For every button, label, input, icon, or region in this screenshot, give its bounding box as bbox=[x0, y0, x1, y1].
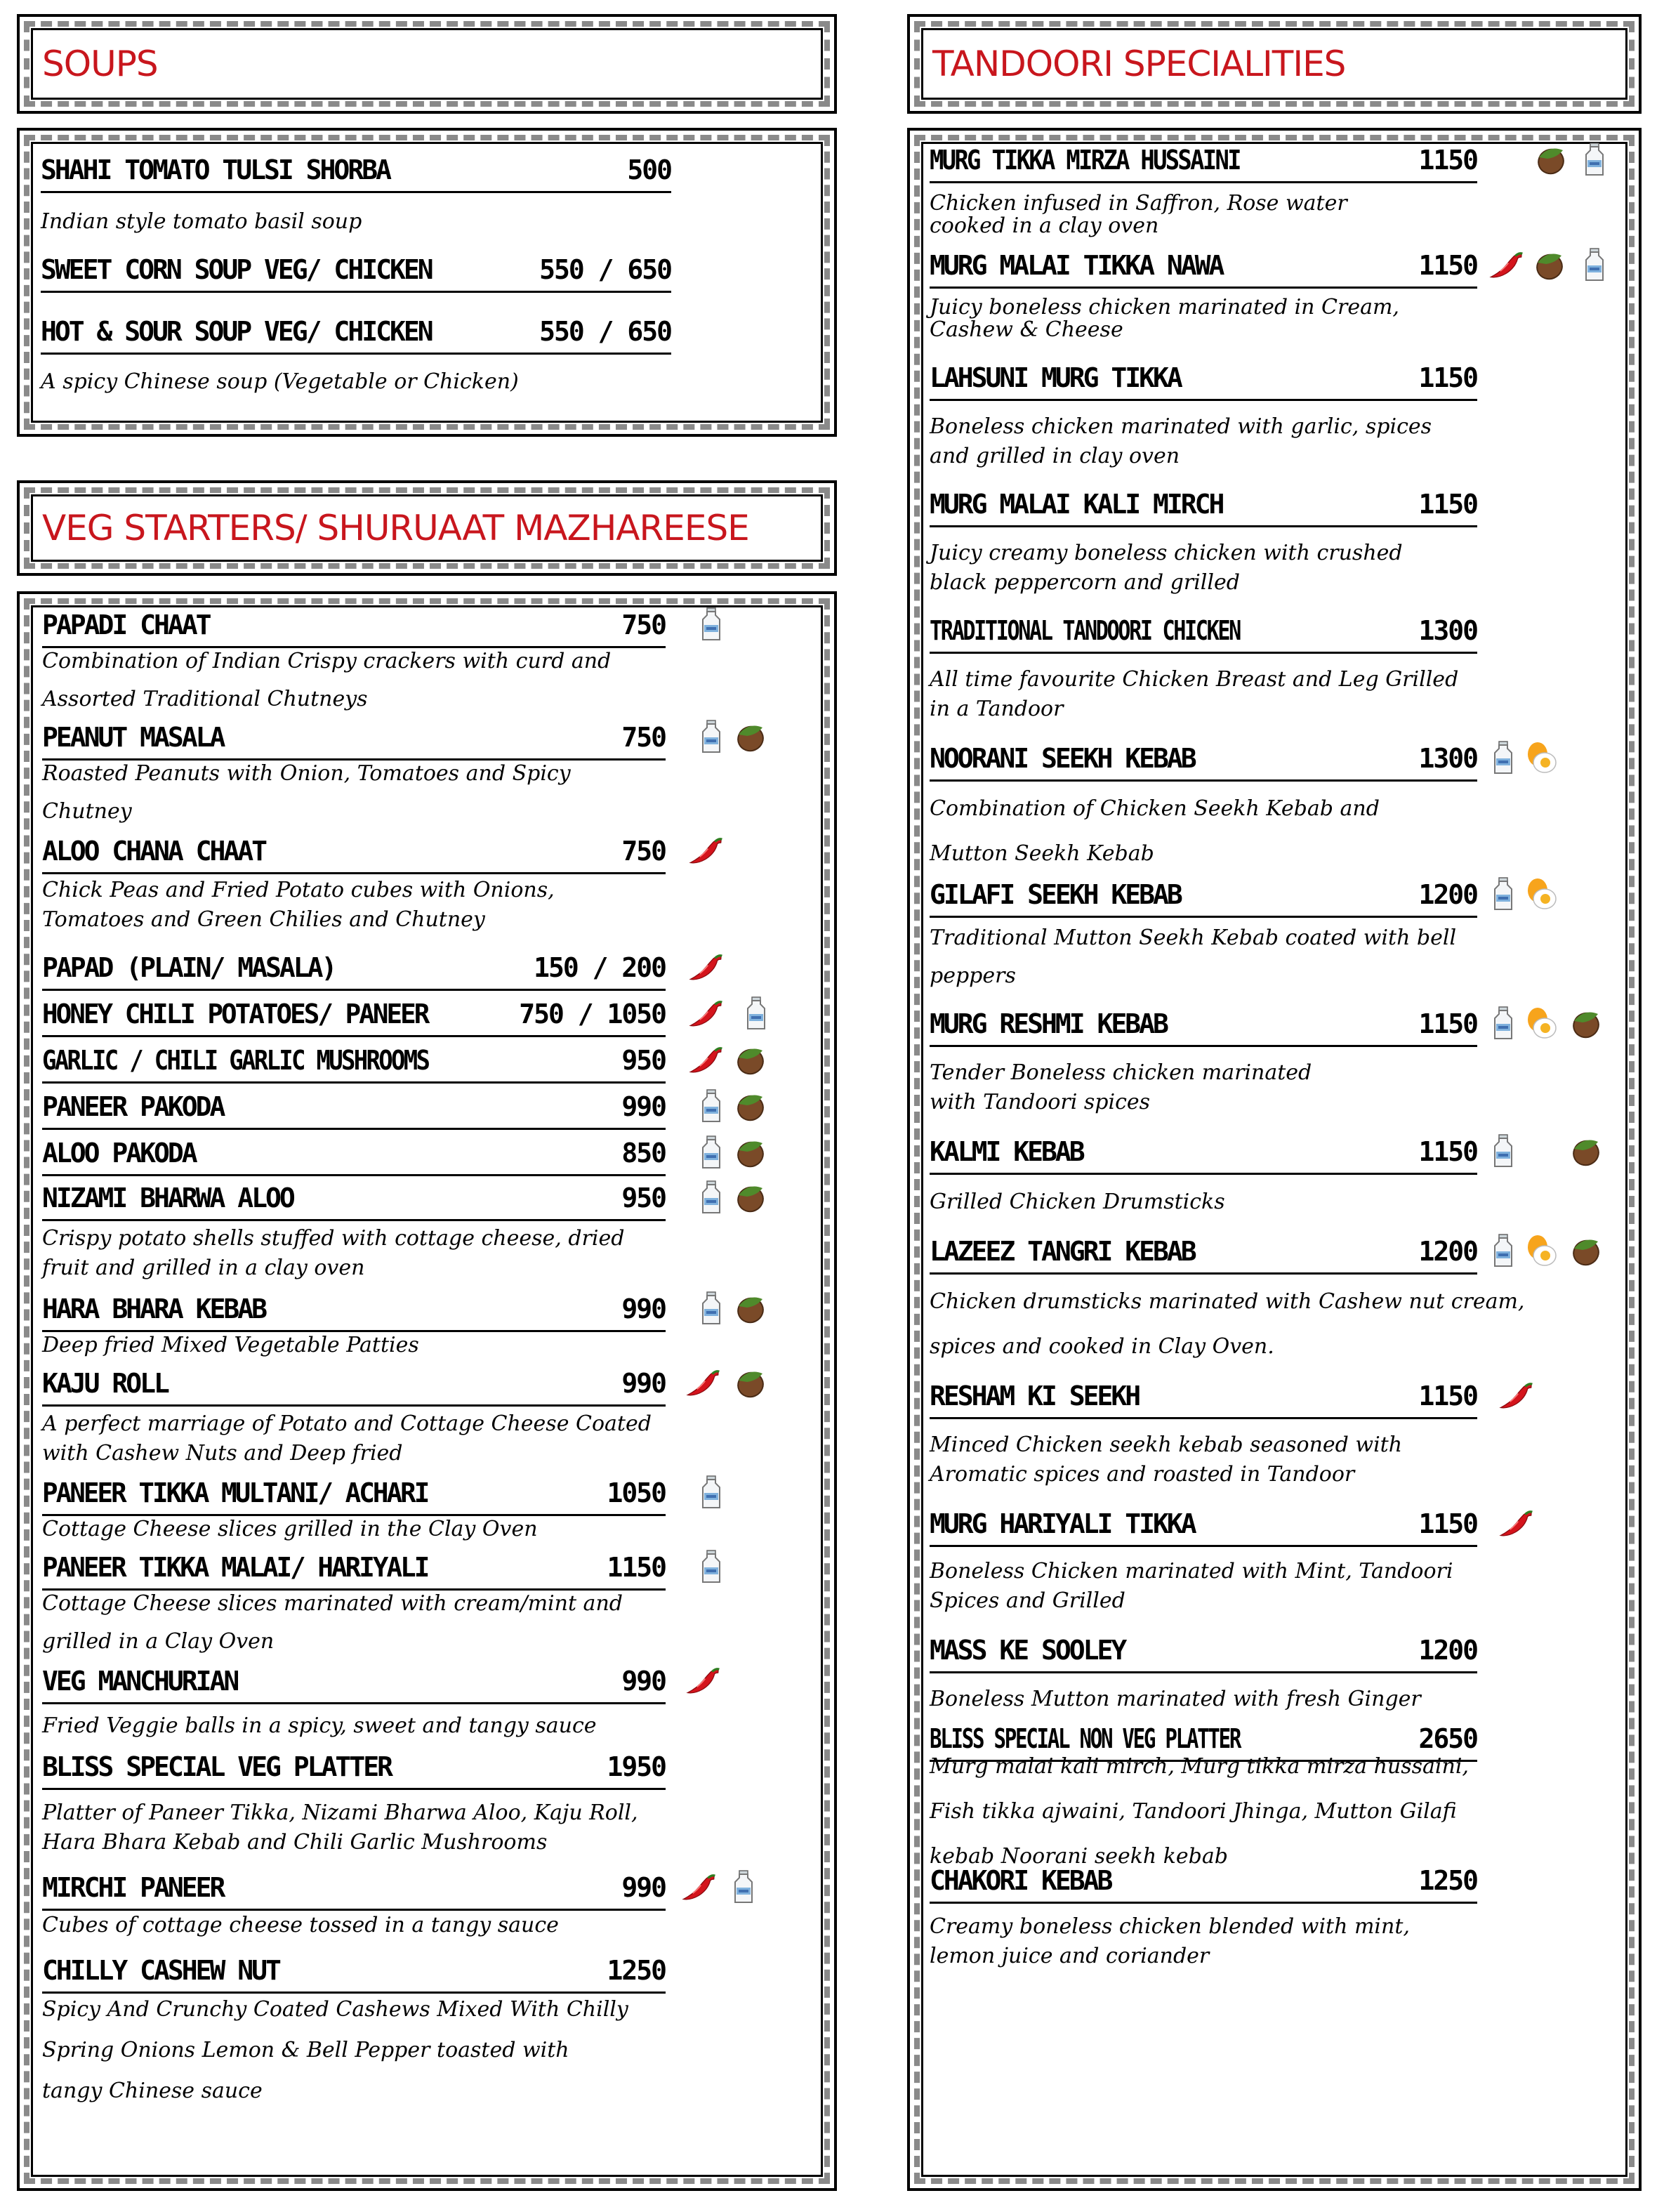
item-description: Chicken drumsticks marinated with Cashew nut cream, bbox=[930, 1289, 1525, 1314]
item-price: 150 / 200 bbox=[534, 952, 666, 983]
item-price: 2650 bbox=[1418, 1723, 1477, 1754]
milk-icon bbox=[694, 1088, 729, 1124]
item-description: Tomatoes and Green Chilies and Chutney bbox=[42, 907, 485, 932]
item-description: Boneless Chicken marinated with Mint, Tandoori bbox=[930, 1559, 1453, 1584]
item-description: Indian style tomato basil soup bbox=[41, 209, 362, 234]
chili-icon bbox=[688, 949, 723, 985]
underline bbox=[41, 291, 671, 293]
item-price: 1150 bbox=[1418, 1136, 1477, 1167]
item-name: NIZAMI BHARWA ALOO bbox=[42, 1183, 293, 1213]
item-description: Cashew & Cheese bbox=[930, 317, 1123, 342]
item-price: 990 bbox=[621, 1872, 666, 1903]
underline bbox=[41, 353, 671, 355]
item-description: Chicken infused in Saffron, Rose water bbox=[930, 191, 1347, 216]
milk-icon bbox=[1486, 1133, 1521, 1168]
item-description: peppers bbox=[930, 963, 1016, 988]
item-price: 1150 bbox=[1418, 250, 1477, 281]
item-description: Mutton Seekh Kebab bbox=[930, 841, 1154, 866]
underline bbox=[42, 1174, 666, 1176]
item-description: Boneless Mutton marinated with fresh Ginger bbox=[930, 1687, 1421, 1711]
item-description: Spring Onions Lemon & Bell Pepper toasted with bbox=[42, 2038, 569, 2062]
egg-icon bbox=[1524, 1006, 1559, 1041]
milk-icon bbox=[1577, 142, 1612, 177]
item-description: with Cashew Nuts and Deep fried bbox=[42, 1441, 403, 1466]
egg-icon bbox=[1524, 876, 1559, 911]
underline bbox=[42, 1219, 666, 1221]
underline bbox=[42, 1128, 666, 1130]
underline bbox=[930, 525, 1477, 527]
item-price: 1150 bbox=[1418, 1381, 1477, 1411]
underline bbox=[930, 287, 1477, 289]
item-description: Boneless chicken marinated with garlic, spices bbox=[930, 414, 1432, 439]
item-name: KALMI KEBAB bbox=[930, 1136, 1083, 1167]
underline bbox=[41, 191, 671, 193]
section-title: TANDOORI SPECIALITIES bbox=[932, 44, 1346, 84]
item-price: 1150 bbox=[1418, 1508, 1477, 1539]
nut-icon bbox=[1569, 1006, 1604, 1041]
item-description: Chutney bbox=[42, 799, 132, 824]
item-name: ALOO PAKODA bbox=[42, 1138, 196, 1168]
item-description: and grilled in clay oven bbox=[930, 444, 1180, 468]
veg-starters-header bbox=[17, 480, 837, 576]
underline bbox=[930, 1902, 1477, 1904]
nut-icon bbox=[733, 1088, 768, 1124]
milk-icon bbox=[726, 1869, 761, 1904]
item-name: GARLIC / CHILI GARLIC MUSHROOMS bbox=[42, 1045, 429, 1076]
underline bbox=[42, 989, 666, 991]
item-description: Juicy creamy boneless chicken with crushed bbox=[930, 541, 1403, 565]
item-price: 1150 bbox=[1418, 1008, 1477, 1039]
item-name: BLISS SPECIAL NON VEG PLATTER bbox=[930, 1723, 1241, 1754]
milk-icon bbox=[694, 1549, 729, 1584]
item-name: MASS KE SOOLEY bbox=[930, 1635, 1125, 1666]
item-description: Fish tikka ajwaini, Tandoori Jhinga, Mutton Gilafi bbox=[930, 1799, 1457, 1824]
item-name: ALOO CHANA CHAAT bbox=[42, 836, 266, 867]
item-description: Murg malai kali mirch, Murg tikka mirza hussaini, bbox=[930, 1754, 1469, 1779]
item-description: lemon juice and coriander bbox=[930, 1944, 1210, 1968]
tandoori-header bbox=[907, 14, 1642, 114]
underline bbox=[930, 779, 1477, 782]
chili-icon bbox=[688, 1042, 723, 1077]
item-name: LAZEEZ TANGRI KEBAB bbox=[930, 1236, 1195, 1267]
underline bbox=[930, 181, 1477, 183]
item-price: 500 bbox=[627, 154, 671, 185]
underline bbox=[930, 1671, 1477, 1673]
item-price: 990 bbox=[621, 1666, 666, 1697]
item-description: black peppercorn and grilled bbox=[930, 570, 1240, 595]
chili-icon bbox=[688, 833, 723, 868]
item-description: Crispy potato shells stuffed with cottage cheese, dried bbox=[42, 1226, 625, 1251]
item-description: Juicy boneless chicken marinated in Cream, bbox=[930, 295, 1399, 320]
milk-icon bbox=[1486, 1233, 1521, 1268]
item-description: Chick Peas and Fried Potato cubes with Onions, bbox=[42, 878, 555, 902]
item-description: Roasted Peanuts with Onion, Tomatoes and Spicy bbox=[42, 761, 571, 786]
milk-icon bbox=[1486, 876, 1521, 911]
item-price: 1050 bbox=[607, 1477, 666, 1508]
item-name: MURG TIKKA MIRZA HUSSAINI bbox=[930, 145, 1240, 176]
item-price: 750 bbox=[621, 722, 666, 753]
item-name: MURG MALAI KALI MIRCH bbox=[930, 489, 1223, 520]
nut-icon bbox=[1569, 1233, 1604, 1268]
item-description: with Tandoori spices bbox=[930, 1090, 1151, 1114]
item-description: Creamy boneless chicken blended with mint, bbox=[930, 1914, 1410, 1939]
item-price: 1200 bbox=[1418, 879, 1477, 910]
item-price: 1300 bbox=[1418, 615, 1477, 646]
item-price: 1150 bbox=[607, 1552, 666, 1583]
item-description: Platter of Paneer Tikka, Nizami Bharwa Aloo, Kaju Roll, bbox=[42, 1800, 638, 1825]
underline bbox=[42, 1702, 666, 1704]
item-price: 1300 bbox=[1418, 743, 1477, 774]
item-name: BLISS SPECIAL VEG PLATTER bbox=[42, 1751, 391, 1782]
item-description: All time favourite Chicken Breast and Leg Grilled bbox=[930, 667, 1459, 692]
item-description: Combination of Chicken Seekh Kebab and bbox=[930, 796, 1380, 821]
underline bbox=[42, 1404, 666, 1407]
item-description: Cottage Cheese slices grilled in the Clay Oven bbox=[42, 1517, 538, 1541]
underline bbox=[42, 872, 666, 874]
milk-icon bbox=[1486, 1006, 1521, 1041]
item-price: 750 bbox=[621, 836, 666, 867]
item-description: fruit and grilled in a clay oven bbox=[42, 1256, 365, 1280]
underline bbox=[930, 916, 1477, 918]
item-name: NOORANI SEEKH KEBAB bbox=[930, 743, 1195, 774]
chili-icon bbox=[1498, 1506, 1533, 1541]
milk-icon bbox=[694, 607, 729, 642]
underline bbox=[930, 1545, 1477, 1547]
milk-icon bbox=[694, 719, 729, 754]
egg-icon bbox=[1524, 740, 1559, 775]
underline bbox=[930, 1173, 1477, 1175]
milk-icon bbox=[739, 996, 774, 1031]
item-name: VEG MANCHURIAN bbox=[42, 1666, 238, 1697]
item-price: 990 bbox=[621, 1293, 666, 1324]
item-price: 850 bbox=[621, 1138, 666, 1168]
item-description: Cottage Cheese slices marinated with cream/mint and bbox=[42, 1591, 623, 1616]
item-name: PANEER PAKODA bbox=[42, 1091, 224, 1122]
item-price: 1250 bbox=[1418, 1865, 1477, 1896]
nut-icon bbox=[1532, 247, 1567, 282]
egg-icon bbox=[1524, 1233, 1559, 1268]
milk-icon bbox=[1577, 247, 1612, 282]
item-name: TRADITIONAL TANDOORI CHICKEN bbox=[930, 615, 1240, 646]
item-description: Fried Veggie balls in a spicy, sweet and tangy sauce bbox=[42, 1713, 597, 1738]
underline bbox=[930, 652, 1477, 654]
item-name: PANEER TIKKA MALAI/ HARIYALI bbox=[42, 1552, 428, 1583]
item-description: A spicy Chinese soup (Vegetable or Chicken) bbox=[41, 369, 519, 394]
item-description: Aromatic spices and roasted in Tandoor bbox=[930, 1462, 1355, 1487]
milk-icon bbox=[694, 1180, 729, 1215]
chili-icon bbox=[1498, 1378, 1533, 1413]
item-name: HARA BHARA KEBAB bbox=[42, 1293, 266, 1324]
item-price: 1950 bbox=[607, 1751, 666, 1782]
milk-icon bbox=[1486, 740, 1521, 775]
item-name: GILAFI SEEKH KEBAB bbox=[930, 879, 1181, 910]
item-name: CHAKORI KEBAB bbox=[930, 1865, 1111, 1896]
underline bbox=[42, 1788, 666, 1790]
chili-icon bbox=[688, 996, 723, 1031]
item-description: A perfect marriage of Potato and Cottage Cheese Coated bbox=[42, 1411, 652, 1436]
nut-icon bbox=[1533, 142, 1569, 177]
item-price: 1150 bbox=[1418, 489, 1477, 520]
section-title: SOUPS bbox=[42, 44, 158, 84]
section-title: VEG STARTERS/ SHURUAAT MAZHAREESE bbox=[42, 508, 749, 548]
nut-icon bbox=[1569, 1133, 1604, 1168]
item-price: 950 bbox=[621, 1045, 666, 1076]
nut-icon bbox=[733, 719, 768, 754]
item-name: MIRCHI PANEER bbox=[42, 1872, 224, 1903]
nut-icon bbox=[733, 1291, 768, 1326]
chili-icon bbox=[1488, 247, 1524, 282]
item-description: Tender Boneless chicken marinated bbox=[930, 1060, 1312, 1085]
item-name: SHAHI TOMATO TULSI SHORBA bbox=[41, 154, 390, 185]
milk-icon bbox=[694, 1135, 729, 1170]
chili-icon bbox=[681, 1869, 716, 1904]
item-price: 1200 bbox=[1418, 1236, 1477, 1267]
item-description: Combination of Indian Crispy crackers with curd and bbox=[42, 649, 612, 673]
item-description: Spices and Grilled bbox=[930, 1588, 1125, 1613]
item-name: HOT & SOUR SOUP VEG/ CHICKEN bbox=[41, 316, 432, 347]
item-description: Hara Bhara Kebab and Chili Garlic Mushrooms bbox=[42, 1830, 548, 1855]
nut-icon bbox=[733, 1042, 768, 1077]
item-description: cooked in a clay oven bbox=[930, 213, 1159, 238]
underline bbox=[930, 1272, 1477, 1275]
item-price: 950 bbox=[621, 1183, 666, 1213]
nut-icon bbox=[733, 1365, 768, 1400]
milk-icon bbox=[694, 1475, 729, 1510]
nut-icon bbox=[733, 1180, 768, 1215]
item-description: Traditional Mutton Seekh Kebab coated with bell bbox=[930, 926, 1457, 950]
item-price: 1200 bbox=[1418, 1635, 1477, 1666]
item-name: KAJU ROLL bbox=[42, 1368, 168, 1399]
item-description: Deep fried Mixed Vegetable Patties bbox=[42, 1333, 419, 1357]
item-name: CHILLY CASHEW NUT bbox=[42, 1955, 279, 1986]
item-description: Spicy And Crunchy Coated Cashews Mixed With Chilly bbox=[42, 1997, 628, 2022]
item-price: 550 / 650 bbox=[539, 254, 671, 285]
item-price: 750 bbox=[621, 610, 666, 640]
item-price: 990 bbox=[621, 1368, 666, 1399]
item-name: MURG HARIYALI TIKKA bbox=[930, 1508, 1195, 1539]
item-name: LAHSUNI MURG TIKKA bbox=[930, 362, 1181, 393]
item-name: HONEY CHILI POTATOES/ PANEER bbox=[42, 999, 428, 1029]
item-description: Minced Chicken seekh kebab seasoned with bbox=[930, 1433, 1403, 1457]
underline bbox=[930, 1045, 1477, 1047]
item-description: Cubes of cottage cheese tossed in a tangy sauce bbox=[42, 1913, 559, 1937]
item-price: 1250 bbox=[607, 1955, 666, 1986]
item-description: grilled in a Clay Oven bbox=[42, 1629, 275, 1654]
nut-icon bbox=[733, 1135, 768, 1170]
item-price: 1150 bbox=[1418, 145, 1477, 176]
chili-icon bbox=[685, 1365, 720, 1400]
item-description: kebab Noorani seekh kebab bbox=[930, 1844, 1228, 1869]
item-name: MURG RESHMI KEBAB bbox=[930, 1008, 1167, 1039]
item-name: MURG MALAI TIKKA NAWA bbox=[930, 250, 1223, 281]
underline bbox=[930, 399, 1477, 401]
item-name: SWEET CORN SOUP VEG/ CHICKEN bbox=[41, 254, 432, 285]
item-price: 750 / 1050 bbox=[519, 999, 666, 1029]
item-description: Assorted Traditional Chutneys bbox=[42, 687, 368, 711]
item-price: 550 / 650 bbox=[539, 316, 671, 347]
milk-icon bbox=[694, 1291, 729, 1326]
item-name: RESHAM KI SEEKH bbox=[930, 1381, 1140, 1411]
chili-icon bbox=[685, 1663, 720, 1698]
item-price: 990 bbox=[621, 1091, 666, 1122]
item-name: PANEER TIKKA MULTANI/ ACHARI bbox=[42, 1477, 428, 1508]
item-description: spices and cooked in Clay Oven. bbox=[930, 1334, 1274, 1359]
item-description: tangy Chinese sauce bbox=[42, 2079, 263, 2103]
item-name: PEANUT MASALA bbox=[42, 722, 224, 753]
soups-header bbox=[17, 14, 837, 114]
item-price: 1150 bbox=[1418, 362, 1477, 393]
item-description: in a Tandoor bbox=[930, 697, 1064, 721]
underline bbox=[42, 1081, 666, 1084]
underline bbox=[930, 1417, 1477, 1419]
item-name: PAPAD (PLAIN/ MASALA) bbox=[42, 952, 336, 983]
underline bbox=[42, 1992, 666, 1994]
underline bbox=[42, 1035, 666, 1037]
item-description: Grilled Chicken Drumsticks bbox=[930, 1190, 1225, 1214]
item-name: PAPADI CHAAT bbox=[42, 610, 210, 640]
